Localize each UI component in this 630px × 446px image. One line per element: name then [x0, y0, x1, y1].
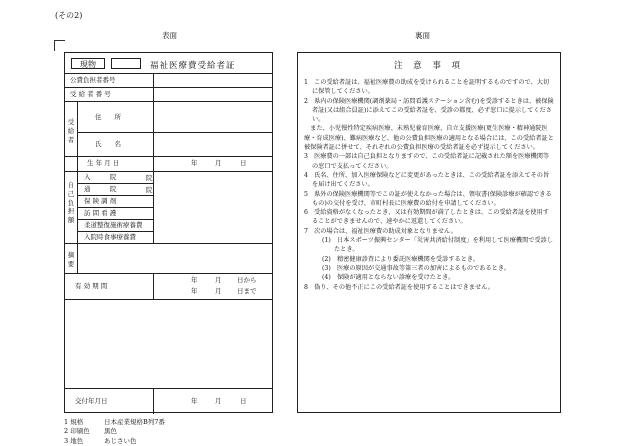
note-item: 3 医療費の一部は自己負担となりますので、この受給者証に記載された額を医療機関等の窓口で支払ってください。	[304, 153, 550, 170]
crop-mark	[54, 40, 65, 51]
name-label: 氏 名	[95, 140, 121, 148]
validity-to-suffix: 日まで	[237, 287, 257, 295]
note-item: 2 県内の保険医療機関(調剤薬局・訪問看護ステーション含む)を受診するときは、被保険者証(又は組合員証)に添えてこの受給者証を、受診の都度、必ず窓口に提示してください。	[304, 97, 554, 124]
back-side-label: 裏面	[415, 31, 430, 40]
front-card	[64, 52, 273, 413]
validity-from-year: 年	[191, 276, 198, 284]
sub-note-item: (4) 保険が適用とならない診療を受けたとき。	[322, 274, 455, 282]
validity-from-suffix: 日から	[237, 276, 257, 284]
birth-year: 年	[191, 159, 198, 167]
note-item: 7 次の場合は、福祉医療費の助成対象となりません。	[304, 227, 457, 235]
remarks-label: 摘要	[67, 251, 75, 268]
sub-note-item: (1) 日本スポーツ振興センター「災害共済給付制度」を利用して医療機関で受診したとき。	[322, 237, 554, 254]
copay-home-nursing: 訪 問 看 護	[84, 209, 117, 217]
validity-from-month: 月	[215, 276, 222, 284]
notes-title: 注 意 事 項	[393, 61, 465, 71]
notes-list	[304, 78, 554, 292]
note-item: 6 受給資格がなくなったとき、又は有効期間が満了したときは、この受給者証を使用することができませんので、速やかに返還してください。	[304, 209, 549, 226]
copay-mark-inpatient: 院	[146, 174, 153, 182]
validity-label: 有 効 期 間	[75, 282, 108, 290]
sub-note-item: (2) 精密健康診査により委託医療機関を受診するとき。	[322, 255, 480, 263]
copay-pharmacy: 保 険 調 剤	[84, 197, 117, 205]
issue-month: 月	[215, 397, 222, 405]
sub-note-item: (3) 医療の原因が交通事故等第三者の加害によるものであるとき。	[322, 264, 510, 272]
certificate-title: 福祉医療費受給者証	[150, 61, 236, 71]
issue-date-label: 交付年月日	[75, 397, 108, 405]
copay-inpatient-meals: 入院時食事療養費	[84, 233, 136, 241]
spec-footnotes	[64, 418, 165, 446]
note-item: 8 偽り、その他不正にこの受給者証を使用することはできません。	[304, 283, 494, 291]
note-item: 1 この受給者証は、福祉医療費の助成を受けられることを証明するものですので、大切に保管してください。	[304, 79, 550, 96]
issue-day: 日	[240, 397, 247, 405]
page-number: (その2)	[55, 11, 83, 20]
note-item: 5 県外の保険医療機関等でこの証が使えなかった場合は、領収書(保険診療が確認できるもの)の交付を受け、市町村長に医療費の給付を申請してください。	[304, 190, 552, 207]
validity-to-year: 年	[191, 287, 198, 295]
footnote-value: 黒色	[104, 427, 117, 436]
copay-judo-therapy: 柔道整復施術療養費	[84, 221, 143, 229]
recipient-no-label: 受 給 者 番 号	[70, 90, 111, 98]
address-label: 住 所	[95, 113, 121, 121]
footnote-key: 1 規格	[64, 418, 84, 426]
recipient-group-label: 受給者	[67, 118, 75, 144]
public-payer-no-label: 公費負担者番号	[70, 76, 116, 84]
issue-year: 年	[191, 397, 198, 405]
footnote-key: 3 地色	[64, 436, 84, 445]
badge-blank-box	[111, 58, 141, 69]
copay-mark-outpatient: 院	[146, 186, 153, 194]
front-side-label: 表面	[162, 31, 177, 40]
birth-month: 月	[215, 159, 222, 167]
footnote-value: 日本産業規格B列7番	[104, 418, 165, 426]
back-card	[297, 52, 561, 413]
copay-group-label: 自己負担額	[67, 181, 75, 225]
genbutsu-badge: 現物	[71, 58, 105, 69]
birth-date-label: 生 年 月 日	[87, 159, 120, 167]
validity-to-month: 月	[215, 287, 222, 295]
birth-day: 日	[240, 159, 247, 167]
footnote-key: 2 印刷色	[64, 427, 90, 436]
footnote-value: あじさい色	[104, 436, 137, 445]
copay-outpatient: 通 院	[84, 185, 117, 193]
copay-inpatient: 入 院	[84, 173, 117, 181]
note-item: また、小児慢性特定疾病医療、未熟児養育医療、自立支援医療(更生医療・精神通院医療・育成医療)、難病医療など、他の公費負担医療の適用となる場合には、この受給者証と被保険者証に併せて、それぞれの公費負担医療の受給者証を必ず提示してください。	[304, 125, 554, 152]
note-item: 4 氏名、住所、加入医療保険などに変更があったときは、この受給者証を添えてその旨を届け出てください。	[304, 171, 550, 189]
